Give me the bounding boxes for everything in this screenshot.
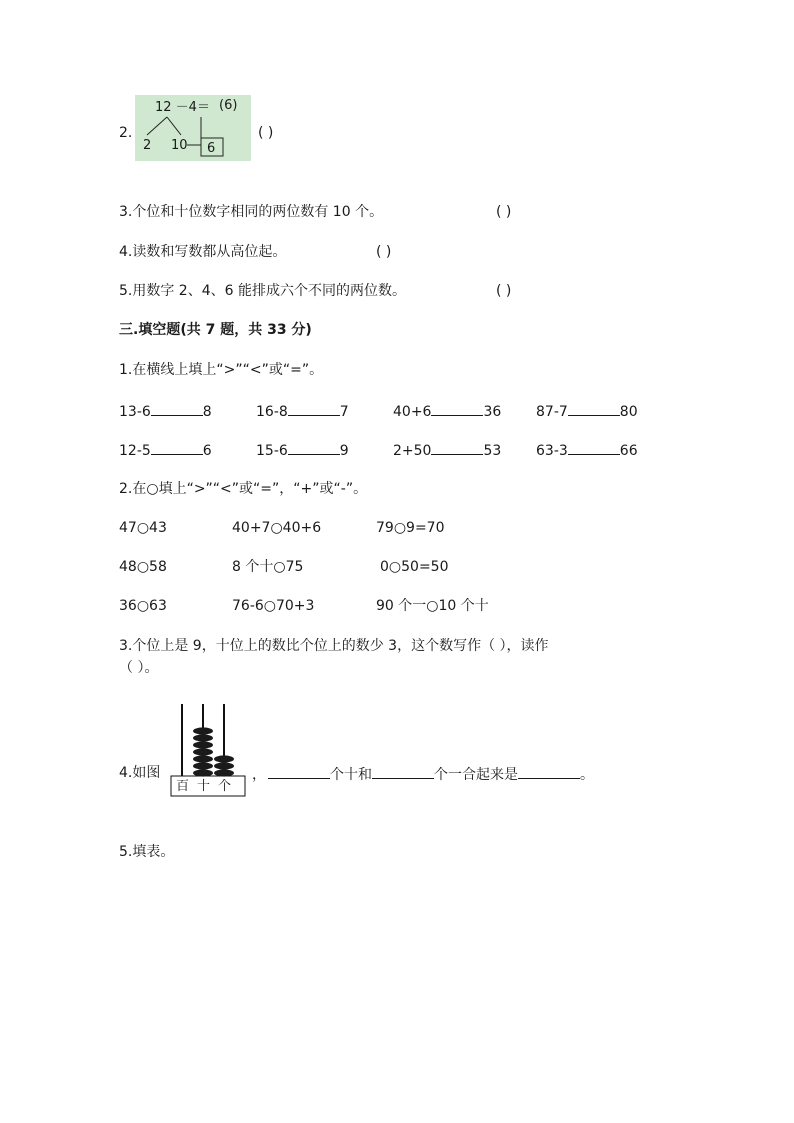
- abacus-bead: [193, 727, 213, 734]
- abacus-bead: [193, 755, 213, 762]
- f1-prompt: 1.在横线上填上“>”“<”或“=”。: [119, 362, 324, 378]
- q3-answer-paren: ( ): [496, 204, 512, 220]
- abacus-figure: [168, 702, 248, 798]
- f2-item: 47○43: [119, 520, 167, 536]
- f2-item: 36○63: [119, 598, 167, 614]
- q5-text: 5.用数字 2、4、6 能排成六个不同的两位数。: [119, 283, 406, 299]
- f1-item: 87-7 80: [536, 401, 638, 421]
- section-title: 三.填空题(共 7 题，共 33 分): [119, 322, 312, 338]
- f3-line1: 3.个位上是 9，十位上的数比个位上的数少 3，这个数写作（ ），读作: [119, 638, 549, 654]
- f2-prompt: 2.在○填上“>”“<”或“=”，“+”或“-”。: [119, 481, 368, 497]
- q2-answer-paren: ( ): [258, 125, 274, 141]
- fig-mid-number: 10: [171, 138, 188, 153]
- abacus-bead: [214, 762, 234, 769]
- q4-text: 4.读数和写数都从高位起。: [119, 244, 287, 260]
- q2-number: 2.: [119, 125, 133, 141]
- f3-line2: （ ）。: [119, 660, 159, 676]
- abacus-bead: [193, 734, 213, 741]
- f1-item: 40+6 36: [393, 401, 501, 421]
- f1-item: 16-8 7: [256, 401, 349, 421]
- f2-item: 0○50=50: [380, 559, 449, 575]
- q4-answer-paren: ( ): [376, 244, 392, 260]
- fig-box-number: 6: [207, 141, 216, 156]
- abacus-bead: [193, 741, 213, 748]
- f2-item: 90 个一○10 个十: [376, 598, 489, 614]
- f2-item: 40+7○40+6: [232, 520, 322, 536]
- abacus-label-hundreds: 百: [176, 779, 190, 794]
- fig-result: (6): [219, 98, 238, 113]
- f1-item: 13-6 8: [119, 401, 212, 421]
- f4-prefix: 4.如图: [119, 765, 161, 781]
- abacus-bead: [193, 769, 213, 776]
- f5-text: 5.填表。: [119, 844, 175, 860]
- abacus-bead: [214, 755, 234, 762]
- tens-beads: [193, 727, 213, 776]
- f1-item: 63-3 66: [536, 440, 638, 460]
- fig-top-equation: 12 －4＝: [155, 100, 210, 115]
- abacus-label-tens: 十: [197, 779, 211, 794]
- q3-text: 3.个位和十位数字相同的两位数有 10 个。: [119, 204, 384, 220]
- f2-item: 79○9=70: [376, 520, 445, 536]
- f2-item: 8 个十○75: [232, 559, 304, 575]
- f2-item: 76-6○70+3: [232, 598, 315, 614]
- abacus-label-ones: 个: [218, 779, 232, 794]
- decomposition-figure: [135, 95, 251, 161]
- q5-answer-paren: ( ): [496, 283, 512, 299]
- f2-item: 48○58: [119, 559, 167, 575]
- fig-left-number: 2: [143, 138, 152, 153]
- f1-item: 15-6 9: [256, 440, 349, 460]
- ones-beads: [214, 755, 234, 776]
- abacus-bead: [193, 762, 213, 769]
- f4-sentence: ， 个十和 个一合起来是 。: [252, 764, 594, 784]
- abacus-bead: [214, 769, 234, 776]
- abacus-bead: [193, 748, 213, 755]
- f1-item: 2+50 53: [393, 440, 501, 460]
- f1-item: 12-5 6: [119, 440, 212, 460]
